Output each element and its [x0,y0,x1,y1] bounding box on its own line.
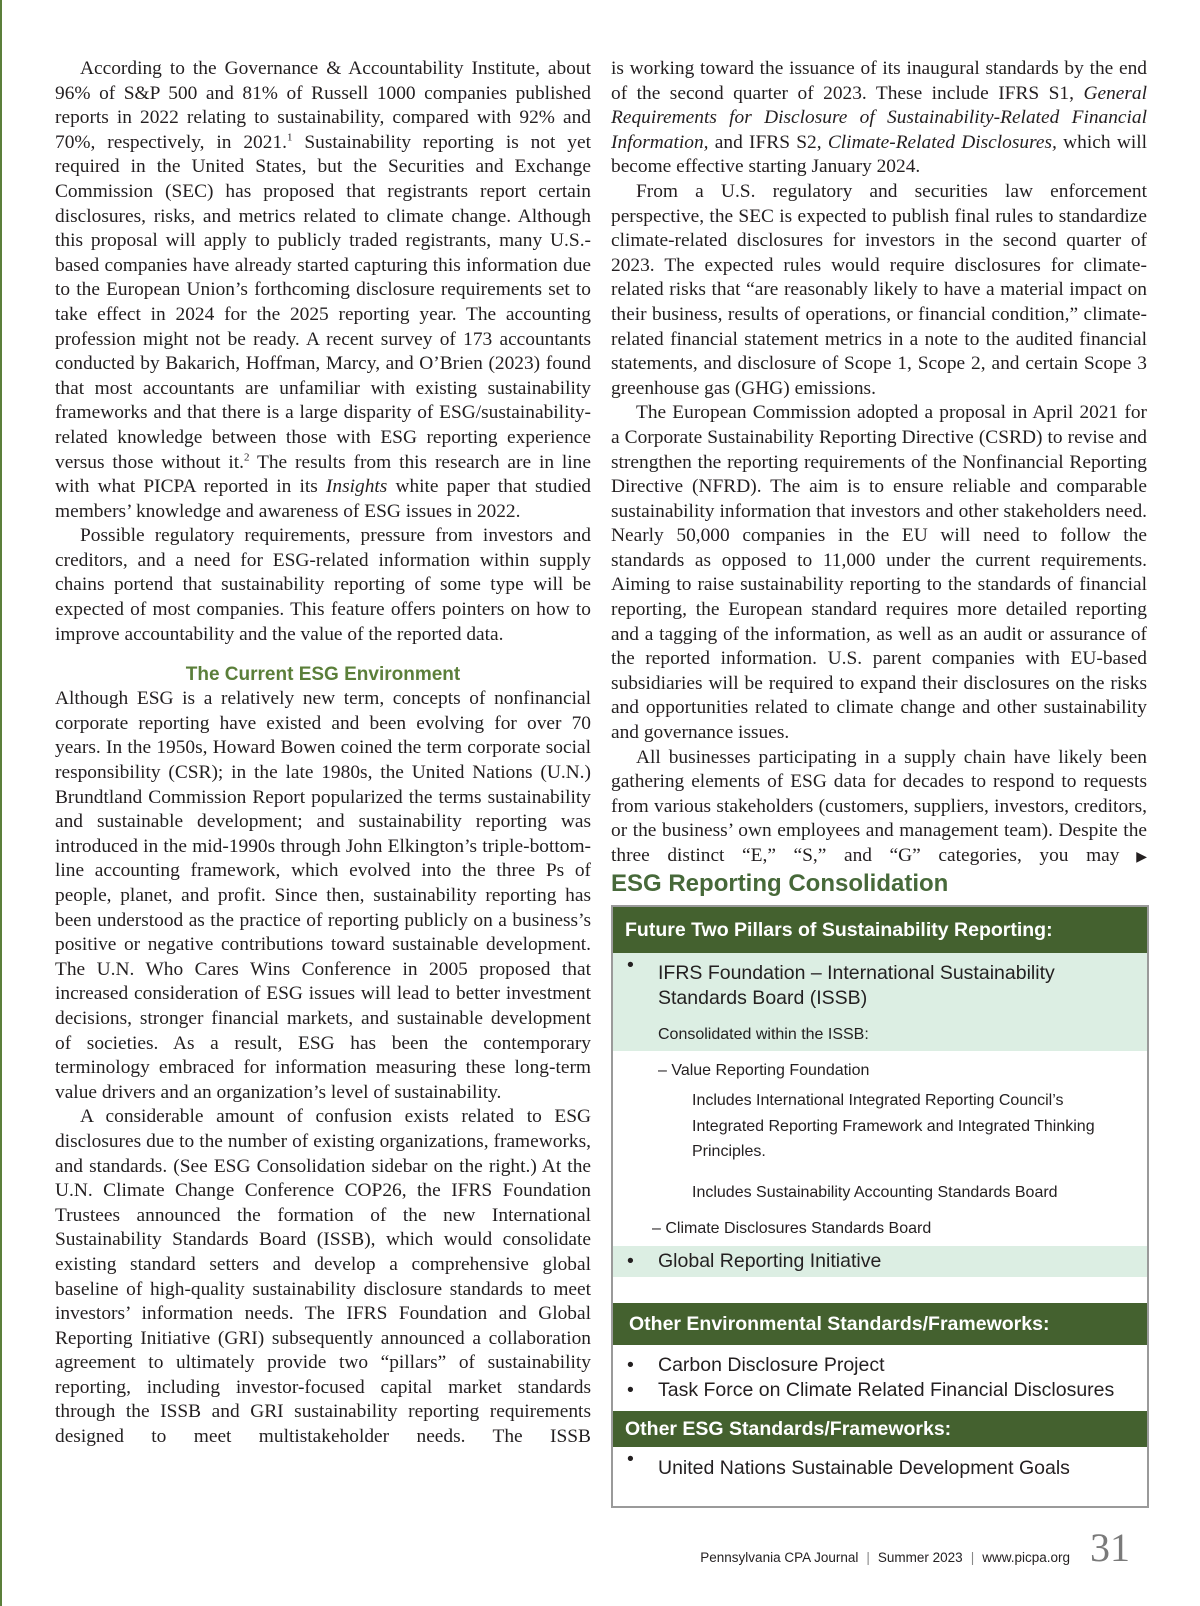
text-run: From a U.S. regulatory and securities law enforcement perspective, the SEC is expected to publish final rules to standardize climate-related disclosures for investors in the second quarter of 2023. The expected rules would require disclosures for climate-related risks that “are reasonably likely to have a material impact on their business, results of operations, or financial condition,” climate-related financial statement metrics in a note to the audited financial statements, and disclosure of Scope 1, Scope 2, and certain Scope 3 greenhouse gas (GHG) emissions. [611,180,1147,399]
article-left-column [55,57,591,1450]
bullet-icon: • [627,1250,634,1272]
body-paragraph [55,524,591,647]
continue-arrow-icon: ▶ [1123,850,1147,865]
footer-separator: | [866,1550,870,1565]
text-run: According to the Governance & Accountability Institute, about 96% of S&P 500 and 81% of Russell 1000 companies published reports in 2022 relating to sustainability, compared with 92% and 70%, respectively, in 2021. [55,58,591,153]
bullet-icon: • [627,1354,634,1376]
climate-disclosures-board: – Climate Disclosures Standards Board [652,1220,932,1237]
body-paragraph [55,57,591,524]
text-run: and IFRS S2, [708,131,828,153]
italic-title: Insights [325,476,388,498]
pillars-heading: Future Two Pillars of Sustainability Reporting: [613,907,1147,953]
body-paragraph [611,180,1147,401]
environmental-heading: Other Environmental Standards/Frameworks: [613,1303,1147,1345]
environmental-list [613,1345,1147,1411]
bullet-icon: • [627,954,634,976]
text-run: A considerable amount of confusion exists related to ESG disclosures due to the number of existing organizations, frameworks, and standards. (See ESG Consolidation sidebar on the right.) At the U.N. Climate Change Conference COP26, the IFRS Foundation Trustees announced the formation of the new International Sustainability Standards Board (ISSB), which would consolidate existing standard setters and develop a comprehensive global baseline of high-quality sustainability disclosure standards to meet investors’ information needs. The IFRS Foundation and Global Reporting Initiative (GRI) subsequently announced a collaboration agreement to ultimately provide two “pillars” of sustainability reporting, including investor-focused capital market standards through the ISSB and GRI sustainability reporting requirements designed to meet multistakeholder needs. The ISSB [55,1106,591,1448]
italic-title: General Requirements for Disclosure of Sustainability-Related Financial Information, [611,82,1147,153]
text-run: which will become effective starting January 2024. [611,131,1147,178]
text-run: white paper that studied members’ knowledge and awareness of ESG issues in 2022. [55,476,591,522]
value-reporting-foundation: – Value Reporting Foundation [658,1062,870,1079]
text-run: Although ESG is a relatively new term, concepts of nonfinancial corporate reporting have existed and been evolving for over 70 years. In the 1950s, Howard Bowen coined the term corporate social responsibility (CSR); in the late 1980s, the United Nations (U.N.) Brundtland Commission Report popularized the terms sustainability and sustainable development; and sustainability reporting was introduced in the mid-1990s through John Elkington’s triple-bottom-line accounting framework, which evolved into the three Ps of people, planet, and profit. Since then, sustainability reporting has been understood as the practice of reporting publicly on a business’s positive or negative contributions toward sustainable development. The U.N. Who Cares Wins Conference in 2005 proposed that increased consideration of ESG issues will lead to better investment decisions, stronger financial markets, and sustainable development of societies. As a result, ESG has been the contemporary terminology embraced for information measuring these long-term value drivers and an organization’s level of sustainability. [55,688,591,1103]
body-paragraph [55,687,591,1105]
text-run: Sustainability reporting is not yet required in the United States, but the Securities and Exchange Commission (SEC) has proposed that registrants report certain disclosures, risks, and metrics related to climate change. Although this proposal will apply to publicly traded registrants, many U.S.-based companies have already started capturing this information due to the European Union’s forthcoming disclosure requirements set to take effect in 2024 for the 2025 reporting year. The accounting profession might not be ready. A recent survey of 173 accountants conducted by Bakarich, Hoffman, Marcy, and O’Brien (2023) found that most accountants are unfamiliar with existing sustainability frameworks and that there is a large disparity of ESG/sustainability-related knowledge between those with ESG reporting experience versus those without it. [55,131,591,473]
italic-title: Climate-Related Disclosures, [827,131,1057,153]
body-paragraph [611,401,1147,745]
pillar-two-block [613,1246,1147,1277]
esg-consolidation-sidebar [611,905,1149,1508]
footnote-ref: 2 [243,451,250,464]
section-heading: The Current ESG Environment [185,664,461,686]
esg-item-text: United Nations Sustainable Development Goals [658,1457,1070,1479]
issue-date: Summer 2023 [877,1550,963,1565]
environmental-item-text: Carbon Disclosure Project [658,1354,885,1376]
text-run: All businesses participating in a supply chain have likely been gathering elements of ESG data for decades to respond to requests from various stakeholders (customers, suppliers, investors, creditors, or the business’ own employees and management team). Despite the three distinct “E,” “S,” and “G” categories, you may [611,746,1147,866]
value-reporting-detail-1: Includes International Integrated Reporting Council’s Integrated Reporting Framework and Integrated Thinking Principles. [692,1092,1095,1160]
page-footer [700,1550,1070,1565]
page-edge-rule [0,0,2,1606]
pillar-one-block [613,953,1147,1051]
text-run: Possible regulatory requirements, pressure from investors and creditors, and a need for ESG-related information within supply chains portend that sustainability reporting of some type will be expected of most companies. This feature offers pointers on how to improve accountability and the value of the reported data. [55,525,591,645]
pillar-two-text: Global Reporting Initiative [658,1250,882,1272]
body-paragraph [55,1105,591,1449]
text-run: The results from this research are in line with what PICPA reported in its [55,451,591,498]
value-reporting-detail-2: Includes Sustainability Accounting Standards Board [692,1183,1058,1201]
consolidated-label: Consolidated within the ISSB: [658,1026,869,1043]
list-item [613,1378,1147,1403]
footer-separator: | [970,1550,975,1565]
list-item [613,1353,1147,1378]
sidebar-title: ESG Reporting Consolidation [611,870,949,897]
environmental-item-text: Task Force on Climate Related Financial Disclosures [658,1379,1115,1401]
text-run: is working toward the issuance of its inaugural standards by the end of the second quarter of 2023. These include IFRS S1, [611,58,1147,104]
article-right-column [611,57,1147,871]
esg-frameworks-heading: Other ESG Standards/Frameworks: [613,1411,1147,1447]
bullet-icon: • [627,1379,634,1401]
pillar-one-item [613,953,1147,1017]
website-link[interactable]: www.picpa.org [982,1550,1070,1565]
bullet-icon: • [627,1448,634,1470]
text-run: The European Commission adopted a proposal in April 2021 for a Corporate Sustainability Reporting Directive (CSRD) to revise and strengthen the reporting requirements of the Nonfinancial Reporting Directive (NFRD). The aim is to ensure reliable and comparable sustainability information that investors and other stakeholders need. Nearly 50,000 companies in the EU will need to follow the standards as opposed to 11,000 under the current requirements. Aiming to raise sustainability reporting to the standards of financial reporting, the European standard requires more detailed reporting and a tagging of the information, as well as an audit or assurance of the reported information. U.S. parent companies with EU-based subsidiaries will be required to expand their disclosures on the risks and opportunities related to climate change and other sustainability and governance issues. [611,402,1147,744]
page-number: 31 [1090,1525,1130,1570]
body-paragraph [611,57,1147,180]
body-paragraph [611,746,1147,871]
pillar-one-text: IFRS Foundation – International Sustainability Standards Board (ISSB) [658,962,1055,1009]
pillar-two-item [613,1249,1147,1274]
journal-name: Pennsylvania CPA Journal [700,1550,859,1565]
list-item [613,1447,1147,1481]
footnote-ref: 1 [287,131,293,144]
